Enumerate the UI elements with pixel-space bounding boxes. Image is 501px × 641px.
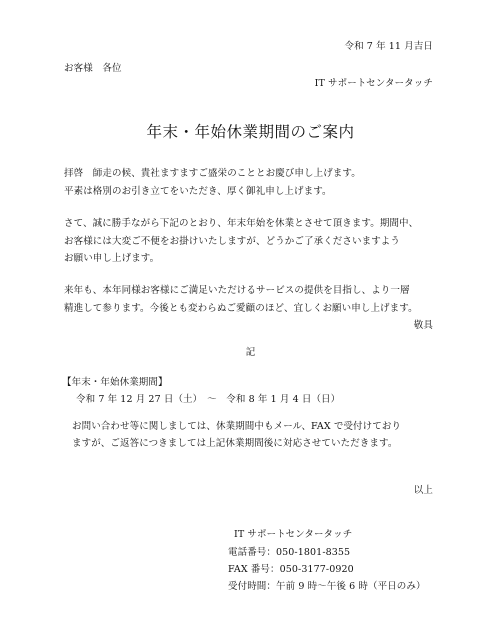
contact-phone: 電話番号：050-1801-8355 <box>228 547 351 558</box>
closing-keigu: 敬具 <box>413 320 433 331</box>
paragraph-2-line-2: お客様には大変ご不便をお掛けいたしますが、どうかご了承くださいますよう <box>64 236 401 247</box>
paragraph-2-line-1: さて、誠に勝手ながら下記のとおり、年末年始を休業とさせて頂きます。期間中、 <box>64 218 419 229</box>
contact-fax: FAX 番号：050-3177-0920 <box>228 564 354 575</box>
paragraph-3-line-1: 来年も、本年同様お客様にご満足いただけるサービスの提供を目指し、より一層 <box>64 285 410 296</box>
paragraph-1-line-2: 平素は格別のお引き立てをいただき、厚く御礼申し上げます。 <box>64 186 332 197</box>
period-range: 令和 7 年 12 月 27 日（土） ～ 令和 8 年 1 月 4 日（日） <box>76 394 341 405</box>
inquiry-line-1: お問い合わせ等に関しましては、休業期間中もメール、FAX で受付けており <box>72 421 402 432</box>
paragraph-1-line-1: 拝啓 師走の候、貴社ますますご盛栄のこととお慶び申し上げます。 <box>64 168 361 179</box>
paragraph-3-line-2: 精進して参ります。今後とも変わらぬご愛顧のほど、宜しくお願い申し上げます。 <box>64 303 418 314</box>
ki-heading: 記 <box>245 347 256 358</box>
contact-name: IT サポートセンタータッチ <box>234 529 353 540</box>
date-line: 令和 7 年 11 月吉日 <box>344 41 433 52</box>
period-heading: 【年末・年始休業期間】 <box>62 377 168 388</box>
contact-hours: 受付時間：午前 9 時～午後 6 時（平日のみ） <box>228 581 426 592</box>
paragraph-2-line-3: お願い申し上げます。 <box>64 253 160 264</box>
page-title: 年末・年始休業期間のご案内 <box>146 123 355 141</box>
closing-ijou: 以上 <box>413 485 433 496</box>
inquiry-line-2: ますが、ご返答につきましては上記休業期間後に対応させていただきます。 <box>72 438 398 449</box>
recipient-line: お客様 各位 <box>64 63 122 74</box>
sender-line: IT サポートセンタータッチ <box>314 78 433 89</box>
